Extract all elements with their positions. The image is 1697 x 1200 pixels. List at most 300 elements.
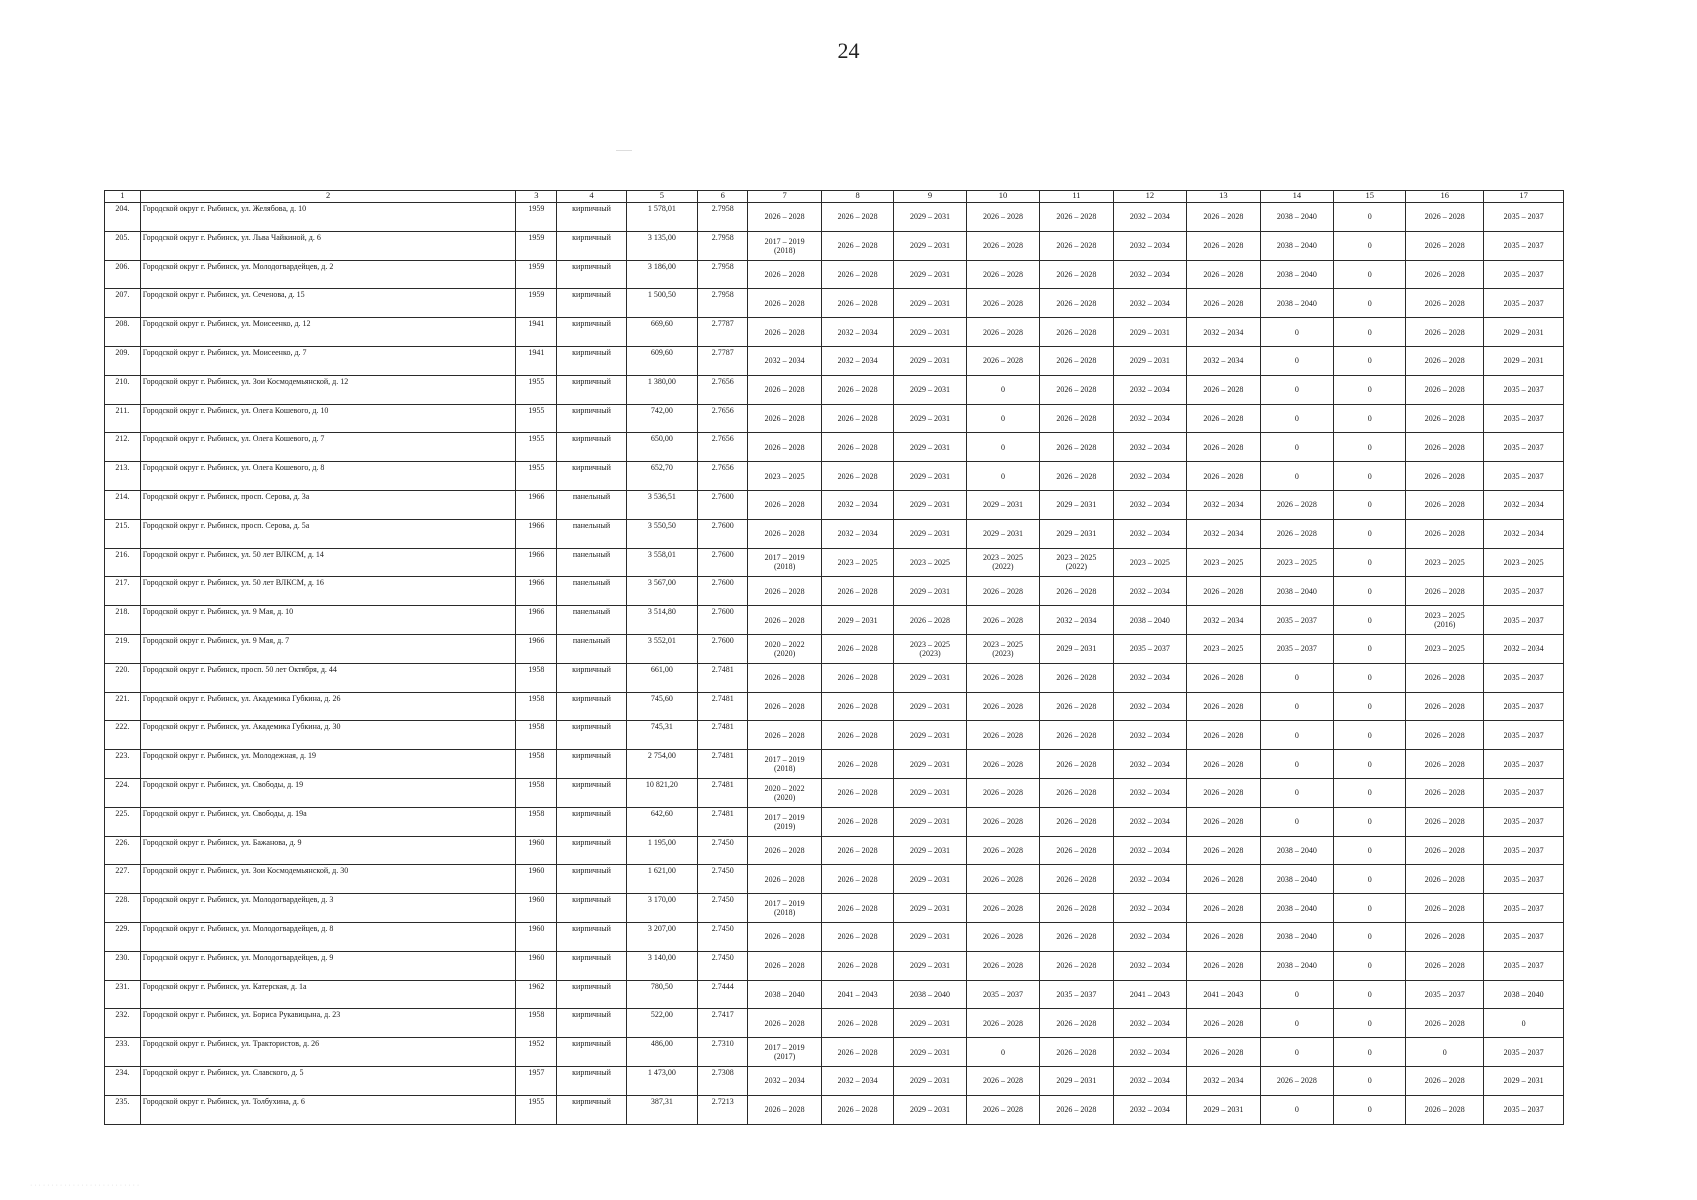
cell-period-col-7: 2026 – 2028 xyxy=(748,1095,821,1124)
cell-year-built: 1966 xyxy=(516,577,557,606)
cell-period-col-16: 2026 – 2028 xyxy=(1406,1009,1484,1038)
cell-period-col-8: 2026 – 2028 xyxy=(821,404,893,433)
cell-row-number: 205. xyxy=(105,231,141,260)
cell-period-col-7: 2032 – 2034 xyxy=(748,346,821,375)
table-row xyxy=(105,577,1564,606)
cell-coefficient: 2.7787 xyxy=(698,346,748,375)
cell-period-col-16: 2026 – 2028 xyxy=(1406,692,1484,721)
cell-period-col-16: 2026 – 2028 xyxy=(1406,922,1484,951)
cell-period-col-10: 2026 – 2028 xyxy=(966,231,1039,260)
cell-period-col-17: 0 xyxy=(1484,1009,1564,1038)
cell-row-number: 216. xyxy=(105,548,141,577)
cell-period-col-11: 2029 – 2031 xyxy=(1040,490,1113,519)
cell-value-col-15: 0 xyxy=(1334,692,1406,721)
cell-period-col-7: 2026 – 2028 xyxy=(748,663,821,692)
cell-address: Городской округ г. Рыбинск, ул. 50 лет ВЛКСМ, д. 16 xyxy=(140,577,516,606)
cell-wall-material: кирпичный xyxy=(557,721,626,750)
cell-address: Городской округ г. Рыбинск, ул. Молодогвардейцев, д. 8 xyxy=(140,922,516,951)
cell-row-number: 217. xyxy=(105,577,141,606)
cell-wall-material: панельный xyxy=(557,606,626,635)
cell-period-col-14: 0 xyxy=(1260,346,1333,375)
cell-period-col-11: 2026 – 2028 xyxy=(1040,462,1113,491)
cell-period-col-13: 2032 – 2034 xyxy=(1187,606,1260,635)
cell-period-col-16: 2026 – 2028 xyxy=(1406,519,1484,548)
cell-wall-material: кирпичный xyxy=(557,289,626,318)
cell-period-col-12: 2041 – 2043 xyxy=(1113,980,1186,1009)
cell-period-col-11: 2026 – 2028 xyxy=(1040,577,1113,606)
cell-period-col-8: 2026 – 2028 xyxy=(821,750,893,779)
cell-period-col-7: 2026 – 2028 xyxy=(748,289,821,318)
cell-period-col-12: 2032 – 2034 xyxy=(1113,203,1186,232)
cell-period-col-12: 2032 – 2034 xyxy=(1113,519,1186,548)
cell-year-built: 1966 xyxy=(516,634,557,663)
cell-row-number: 225. xyxy=(105,807,141,836)
cell-row-number: 204. xyxy=(105,203,141,232)
table-row xyxy=(105,433,1564,462)
cell-period-col-16: 2026 – 2028 xyxy=(1406,894,1484,923)
cell-value-col-15: 0 xyxy=(1334,1066,1406,1095)
cell-year-built: 1958 xyxy=(516,663,557,692)
cell-period-col-12: 2032 – 2034 xyxy=(1113,894,1186,923)
cell-period-col-17: 2029 – 2031 xyxy=(1484,1066,1564,1095)
cell-period-col-11: 2032 – 2034 xyxy=(1040,606,1113,635)
cell-area: 780,50 xyxy=(626,980,697,1009)
cell-wall-material: кирпичный xyxy=(557,663,626,692)
overhaul-schedule-table xyxy=(104,190,1564,1125)
cell-period-col-17: 2035 – 2037 xyxy=(1484,260,1564,289)
cell-address: Городской округ г. Рыбинск, ул. Академика Губкина, д. 30 xyxy=(140,721,516,750)
cell-period-col-16: 2023 – 2025 xyxy=(1406,548,1484,577)
cell-address: Городской округ г. Рыбинск, ул. Молодогвардейцев, д. 3 xyxy=(140,894,516,923)
table-row xyxy=(105,922,1564,951)
cell-period-col-11: 2026 – 2028 xyxy=(1040,404,1113,433)
column-header: 2 xyxy=(140,191,516,203)
cell-period-col-17: 2035 – 2037 xyxy=(1484,894,1564,923)
cell-value-col-15: 0 xyxy=(1334,462,1406,491)
cell-period-col-10: 2026 – 2028 xyxy=(966,951,1039,980)
cell-period-col-11: 2026 – 2028 xyxy=(1040,203,1113,232)
cell-period-col-16: 2026 – 2028 xyxy=(1406,865,1484,894)
cell-period-col-13: 2023 – 2025 xyxy=(1187,548,1260,577)
cell-period-col-13: 2032 – 2034 xyxy=(1187,346,1260,375)
cell-period-col-10: 2026 – 2028 xyxy=(966,318,1039,347)
cell-period-col-11: 2026 – 2028 xyxy=(1040,1095,1113,1124)
cell-wall-material: кирпичный xyxy=(557,375,626,404)
column-header: 13 xyxy=(1187,191,1260,203)
table-row xyxy=(105,231,1564,260)
cell-period-col-14: 2026 – 2028 xyxy=(1260,1066,1333,1095)
cell-area: 609,60 xyxy=(626,346,697,375)
column-header: 5 xyxy=(626,191,697,203)
cell-period-col-8: 2026 – 2028 xyxy=(821,951,893,980)
cell-row-number: 214. xyxy=(105,490,141,519)
cell-period-col-8: 2026 – 2028 xyxy=(821,1009,893,1038)
cell-area: 650,00 xyxy=(626,433,697,462)
cell-period-col-8: 2032 – 2034 xyxy=(821,346,893,375)
cell-period-col-8: 2026 – 2028 xyxy=(821,807,893,836)
cell-coefficient: 2.7958 xyxy=(698,203,748,232)
cell-period-col-11: 2026 – 2028 xyxy=(1040,318,1113,347)
cell-value-col-15: 0 xyxy=(1334,778,1406,807)
cell-row-number: 228. xyxy=(105,894,141,923)
table-row xyxy=(105,721,1564,750)
cell-period-col-17: 2035 – 2037 xyxy=(1484,289,1564,318)
cell-period-col-10: 2026 – 2028 xyxy=(966,346,1039,375)
cell-period-col-9: 2029 – 2031 xyxy=(894,778,966,807)
cell-row-number: 226. xyxy=(105,836,141,865)
cell-period-col-13: 2026 – 2028 xyxy=(1187,404,1260,433)
table-row xyxy=(105,778,1564,807)
cell-period-col-12: 2035 – 2037 xyxy=(1113,634,1186,663)
cell-period-col-16: 2026 – 2028 xyxy=(1406,260,1484,289)
cell-period-col-12: 2032 – 2034 xyxy=(1113,577,1186,606)
cell-period-col-9: 2029 – 2031 xyxy=(894,577,966,606)
cell-period-col-11: 2026 – 2028 xyxy=(1040,289,1113,318)
cell-value-col-15: 0 xyxy=(1334,231,1406,260)
cell-period-col-13: 2032 – 2034 xyxy=(1187,1066,1260,1095)
cell-period-col-10: 0 xyxy=(966,375,1039,404)
cell-area: 1 500,50 xyxy=(626,289,697,318)
cell-address: Городской округ г. Рыбинск, ул. Моисеенко, д. 7 xyxy=(140,346,516,375)
cell-period-col-14: 2038 – 2040 xyxy=(1260,260,1333,289)
cell-period-col-9: 2029 – 2031 xyxy=(894,663,966,692)
cell-period-col-11: 2026 – 2028 xyxy=(1040,922,1113,951)
cell-period-col-14: 0 xyxy=(1260,462,1333,491)
cell-period-col-17: 2035 – 2037 xyxy=(1484,462,1564,491)
table-row xyxy=(105,1009,1564,1038)
cell-row-number: 206. xyxy=(105,260,141,289)
cell-value-col-15: 0 xyxy=(1334,577,1406,606)
table-row xyxy=(105,375,1564,404)
cell-row-number: 208. xyxy=(105,318,141,347)
cell-value-col-15: 0 xyxy=(1334,375,1406,404)
cell-wall-material: кирпичный xyxy=(557,260,626,289)
cell-coefficient: 2.7450 xyxy=(698,836,748,865)
cell-period-col-10: 2026 – 2028 xyxy=(966,577,1039,606)
cell-area: 1 195,00 xyxy=(626,836,697,865)
cell-period-col-9: 2029 – 2031 xyxy=(894,865,966,894)
cell-coefficient: 2.7600 xyxy=(698,519,748,548)
cell-year-built: 1960 xyxy=(516,836,557,865)
cell-wall-material: кирпичный xyxy=(557,433,626,462)
cell-coefficient: 2.7600 xyxy=(698,606,748,635)
cell-wall-material: кирпичный xyxy=(557,462,626,491)
cell-area: 1 621,00 xyxy=(626,865,697,894)
cell-period-col-8: 2032 – 2034 xyxy=(821,318,893,347)
cell-wall-material: кирпичный xyxy=(557,951,626,980)
cell-year-built: 1960 xyxy=(516,922,557,951)
cell-area: 745,60 xyxy=(626,692,697,721)
cell-address: Городской округ г. Рыбинск, ул. Катерская, д. 1а xyxy=(140,980,516,1009)
cell-period-col-17: 2032 – 2034 xyxy=(1484,490,1564,519)
cell-period-col-9: 2029 – 2031 xyxy=(894,1066,966,1095)
cell-year-built: 1958 xyxy=(516,750,557,779)
cell-coefficient: 2.7481 xyxy=(698,807,748,836)
cell-period-col-17: 2035 – 2037 xyxy=(1484,663,1564,692)
cell-wall-material: панельный xyxy=(557,634,626,663)
table-row xyxy=(105,203,1564,232)
cell-year-built: 1966 xyxy=(516,548,557,577)
cell-coefficient: 2.7450 xyxy=(698,865,748,894)
cell-value-col-15: 0 xyxy=(1334,1095,1406,1124)
cell-period-col-9: 2029 – 2031 xyxy=(894,231,966,260)
table-row xyxy=(105,289,1564,318)
cell-period-col-7: 2026 – 2028 xyxy=(748,433,821,462)
cell-period-col-11: 2026 – 2028 xyxy=(1040,778,1113,807)
cell-wall-material: панельный xyxy=(557,548,626,577)
cell-value-col-15: 0 xyxy=(1334,663,1406,692)
cell-period-col-8: 2026 – 2028 xyxy=(821,634,893,663)
cell-period-col-13: 2032 – 2034 xyxy=(1187,519,1260,548)
cell-period-col-14: 0 xyxy=(1260,1038,1333,1067)
cell-coefficient: 2.7213 xyxy=(698,1095,748,1124)
cell-period-col-17: 2035 – 2037 xyxy=(1484,606,1564,635)
cell-row-number: 233. xyxy=(105,1038,141,1067)
cell-coefficient: 2.7450 xyxy=(698,894,748,923)
cell-period-col-12: 2032 – 2034 xyxy=(1113,778,1186,807)
cell-value-col-15: 0 xyxy=(1334,721,1406,750)
cell-value-col-15: 0 xyxy=(1334,318,1406,347)
cell-period-col-7: 2017 – 2019 (2018) xyxy=(748,894,821,923)
cell-period-col-16: 2026 – 2028 xyxy=(1406,778,1484,807)
cell-row-number: 224. xyxy=(105,778,141,807)
table-row xyxy=(105,404,1564,433)
cell-area: 3 558,01 xyxy=(626,548,697,577)
cell-period-col-10: 2026 – 2028 xyxy=(966,692,1039,721)
table-row xyxy=(105,980,1564,1009)
cell-value-col-15: 0 xyxy=(1334,865,1406,894)
cell-period-col-13: 2026 – 2028 xyxy=(1187,433,1260,462)
cell-area: 3 567,00 xyxy=(626,577,697,606)
cell-area: 1 473,00 xyxy=(626,1066,697,1095)
column-header: 4 xyxy=(557,191,626,203)
cell-period-col-13: 2026 – 2028 xyxy=(1187,721,1260,750)
cell-coefficient: 2.7600 xyxy=(698,634,748,663)
cell-period-col-11: 2029 – 2031 xyxy=(1040,1066,1113,1095)
cell-area: 661,00 xyxy=(626,663,697,692)
cell-period-col-10: 2023 – 2025 (2023) xyxy=(966,634,1039,663)
cell-period-col-8: 2026 – 2028 xyxy=(821,1095,893,1124)
table-row xyxy=(105,663,1564,692)
cell-period-col-12: 2032 – 2034 xyxy=(1113,663,1186,692)
cell-period-col-14: 2038 – 2040 xyxy=(1260,203,1333,232)
cell-period-col-16: 2026 – 2028 xyxy=(1406,462,1484,491)
cell-period-col-10: 2026 – 2028 xyxy=(966,865,1039,894)
page-number: 24 xyxy=(837,38,860,63)
cell-period-col-8: 2032 – 2034 xyxy=(821,519,893,548)
cell-row-number: 222. xyxy=(105,721,141,750)
cell-wall-material: кирпичный xyxy=(557,778,626,807)
table-row xyxy=(105,519,1564,548)
cell-period-col-13: 2026 – 2028 xyxy=(1187,375,1260,404)
cell-period-col-8: 2026 – 2028 xyxy=(821,663,893,692)
cell-row-number: 218. xyxy=(105,606,141,635)
cell-period-col-10: 2026 – 2028 xyxy=(966,922,1039,951)
cell-period-col-10: 2026 – 2028 xyxy=(966,1066,1039,1095)
table-row xyxy=(105,692,1564,721)
cell-area: 3 170,00 xyxy=(626,894,697,923)
cell-address: Городской округ г. Рыбинск, ул. Олега Кошевого, д. 7 xyxy=(140,433,516,462)
cell-period-col-8: 2023 – 2025 xyxy=(821,548,893,577)
cell-period-col-7: 2026 – 2028 xyxy=(748,922,821,951)
cell-period-col-16: 2026 – 2028 xyxy=(1406,663,1484,692)
cell-period-col-16: 2026 – 2028 xyxy=(1406,318,1484,347)
cell-value-col-15: 0 xyxy=(1334,1038,1406,1067)
scan-artifact: · · · · · · · · · · · · · · · · · · · · · · · · · · xyxy=(30,1182,140,1189)
cell-period-col-9: 2029 – 2031 xyxy=(894,462,966,491)
cell-year-built: 1952 xyxy=(516,1038,557,1067)
cell-period-col-14: 2038 – 2040 xyxy=(1260,922,1333,951)
column-header: 9 xyxy=(894,191,966,203)
cell-row-number: 223. xyxy=(105,750,141,779)
cell-value-col-15: 0 xyxy=(1334,750,1406,779)
cell-period-col-17: 2029 – 2031 xyxy=(1484,318,1564,347)
cell-row-number: 209. xyxy=(105,346,141,375)
cell-period-col-12: 2032 – 2034 xyxy=(1113,404,1186,433)
table-row xyxy=(105,865,1564,894)
cell-address: Городской округ г. Рыбинск, ул. Зои Космодемьянской, д. 30 xyxy=(140,865,516,894)
cell-period-col-9: 2029 – 2031 xyxy=(894,375,966,404)
cell-year-built: 1966 xyxy=(516,490,557,519)
cell-address: Городской округ г. Рыбинск, ул. Свободы, д. 19 xyxy=(140,778,516,807)
cell-period-col-9: 2029 – 2031 xyxy=(894,807,966,836)
cell-period-col-8: 2026 – 2028 xyxy=(821,462,893,491)
cell-period-col-16: 2023 – 2025 (2016) xyxy=(1406,606,1484,635)
cell-period-col-16: 2026 – 2028 xyxy=(1406,490,1484,519)
cell-period-col-12: 2032 – 2034 xyxy=(1113,260,1186,289)
cell-period-col-14: 0 xyxy=(1260,375,1333,404)
cell-period-col-7: 2026 – 2028 xyxy=(748,490,821,519)
cell-period-col-12: 2032 – 2034 xyxy=(1113,865,1186,894)
cell-period-col-7: 2020 – 2022 (2020) xyxy=(748,634,821,663)
cell-period-col-7: 2020 – 2022 (2020) xyxy=(748,778,821,807)
housing-table xyxy=(104,190,1564,1125)
cell-period-col-10: 2026 – 2028 xyxy=(966,1095,1039,1124)
table-row xyxy=(105,490,1564,519)
cell-wall-material: кирпичный xyxy=(557,203,626,232)
cell-period-col-7: 2026 – 2028 xyxy=(748,606,821,635)
cell-value-col-15: 0 xyxy=(1334,404,1406,433)
cell-year-built: 1959 xyxy=(516,289,557,318)
cell-coefficient: 2.7787 xyxy=(698,318,748,347)
cell-period-col-14: 0 xyxy=(1260,721,1333,750)
cell-area: 1 578,01 xyxy=(626,203,697,232)
cell-address: Городской округ г. Рыбинск, ул. Зои Космодемьянской, д. 12 xyxy=(140,375,516,404)
table-row xyxy=(105,548,1564,577)
cell-period-col-11: 2035 – 2037 xyxy=(1040,980,1113,1009)
cell-value-col-15: 0 xyxy=(1334,634,1406,663)
cell-period-col-7: 2017 – 2019 (2018) xyxy=(748,231,821,260)
cell-period-col-14: 2038 – 2040 xyxy=(1260,951,1333,980)
column-header: 6 xyxy=(698,191,748,203)
cell-period-col-11: 2029 – 2031 xyxy=(1040,634,1113,663)
cell-period-col-8: 2026 – 2028 xyxy=(821,231,893,260)
table-row xyxy=(105,951,1564,980)
column-header: 17 xyxy=(1484,191,1564,203)
cell-period-col-17: 2035 – 2037 xyxy=(1484,721,1564,750)
cell-coefficient: 2.7656 xyxy=(698,375,748,404)
cell-address: Городской округ г. Рыбинск, ул. Молодогвардейцев, д. 9 xyxy=(140,951,516,980)
cell-period-col-9: 2029 – 2031 xyxy=(894,433,966,462)
cell-year-built: 1959 xyxy=(516,203,557,232)
cell-period-col-13: 2026 – 2028 xyxy=(1187,922,1260,951)
cell-address: Городской округ г. Рыбинск, ул. 9 Мая, д. 10 xyxy=(140,606,516,635)
cell-period-col-9: 2023 – 2025 xyxy=(894,548,966,577)
cell-period-col-17: 2035 – 2037 xyxy=(1484,865,1564,894)
cell-year-built: 1957 xyxy=(516,1066,557,1095)
cell-value-col-15: 0 xyxy=(1334,951,1406,980)
cell-period-col-17: 2035 – 2037 xyxy=(1484,836,1564,865)
cell-period-col-10: 2026 – 2028 xyxy=(966,807,1039,836)
cell-row-number: 227. xyxy=(105,865,141,894)
cell-row-number: 232. xyxy=(105,1009,141,1038)
cell-period-col-7: 2017 – 2019 (2018) xyxy=(748,548,821,577)
cell-period-col-10: 2026 – 2028 xyxy=(966,203,1039,232)
cell-area: 652,70 xyxy=(626,462,697,491)
cell-period-col-8: 2026 – 2028 xyxy=(821,721,893,750)
cell-period-col-12: 2032 – 2034 xyxy=(1113,750,1186,779)
cell-coefficient: 2.7310 xyxy=(698,1038,748,1067)
cell-period-col-11: 2026 – 2028 xyxy=(1040,836,1113,865)
cell-year-built: 1960 xyxy=(516,865,557,894)
cell-coefficient: 2.7308 xyxy=(698,1066,748,1095)
cell-period-col-8: 2026 – 2028 xyxy=(821,894,893,923)
cell-address: Городской округ г. Рыбинск, просп. Серова, д. 5а xyxy=(140,519,516,548)
table-row xyxy=(105,836,1564,865)
cell-period-col-7: 2032 – 2034 xyxy=(748,1066,821,1095)
cell-period-col-7: 2017 – 2019 (2018) xyxy=(748,750,821,779)
cell-period-col-8: 2026 – 2028 xyxy=(821,836,893,865)
cell-wall-material: кирпичный xyxy=(557,1066,626,1095)
cell-wall-material: панельный xyxy=(557,490,626,519)
cell-period-col-16: 2026 – 2028 xyxy=(1406,1066,1484,1095)
cell-year-built: 1955 xyxy=(516,1095,557,1124)
cell-value-col-15: 0 xyxy=(1334,606,1406,635)
cell-period-col-13: 2026 – 2028 xyxy=(1187,462,1260,491)
column-number-row xyxy=(105,191,1564,203)
cell-period-col-16: 2026 – 2028 xyxy=(1406,203,1484,232)
scan-speck xyxy=(616,150,632,151)
cell-period-col-12: 2032 – 2034 xyxy=(1113,836,1186,865)
cell-period-col-11: 2026 – 2028 xyxy=(1040,1009,1113,1038)
cell-value-col-15: 0 xyxy=(1334,836,1406,865)
cell-period-col-14: 2038 – 2040 xyxy=(1260,289,1333,318)
cell-value-col-15: 0 xyxy=(1334,346,1406,375)
cell-period-col-14: 2038 – 2040 xyxy=(1260,836,1333,865)
cell-period-col-10: 0 xyxy=(966,404,1039,433)
cell-value-col-15: 0 xyxy=(1334,807,1406,836)
cell-period-col-7: 2026 – 2028 xyxy=(748,1009,821,1038)
column-header: 15 xyxy=(1334,191,1406,203)
cell-coefficient: 2.7600 xyxy=(698,548,748,577)
cell-period-col-12: 2038 – 2040 xyxy=(1113,606,1186,635)
cell-period-col-8: 2026 – 2028 xyxy=(821,865,893,894)
cell-period-col-10: 2026 – 2028 xyxy=(966,289,1039,318)
cell-wall-material: кирпичный xyxy=(557,1009,626,1038)
cell-period-col-13: 2026 – 2028 xyxy=(1187,951,1260,980)
cell-period-col-12: 2032 – 2034 xyxy=(1113,951,1186,980)
cell-address: Городской округ г. Рыбинск, ул. Бажанова, д. 9 xyxy=(140,836,516,865)
cell-period-col-17: 2023 – 2025 xyxy=(1484,548,1564,577)
cell-period-col-16: 0 xyxy=(1406,1038,1484,1067)
cell-coefficient: 2.7481 xyxy=(698,778,748,807)
cell-period-col-17: 2035 – 2037 xyxy=(1484,375,1564,404)
cell-period-col-10: 2026 – 2028 xyxy=(966,606,1039,635)
cell-period-col-13: 2026 – 2028 xyxy=(1187,865,1260,894)
cell-period-col-11: 2026 – 2028 xyxy=(1040,260,1113,289)
cell-period-col-8: 2029 – 2031 xyxy=(821,606,893,635)
cell-row-number: 219. xyxy=(105,634,141,663)
